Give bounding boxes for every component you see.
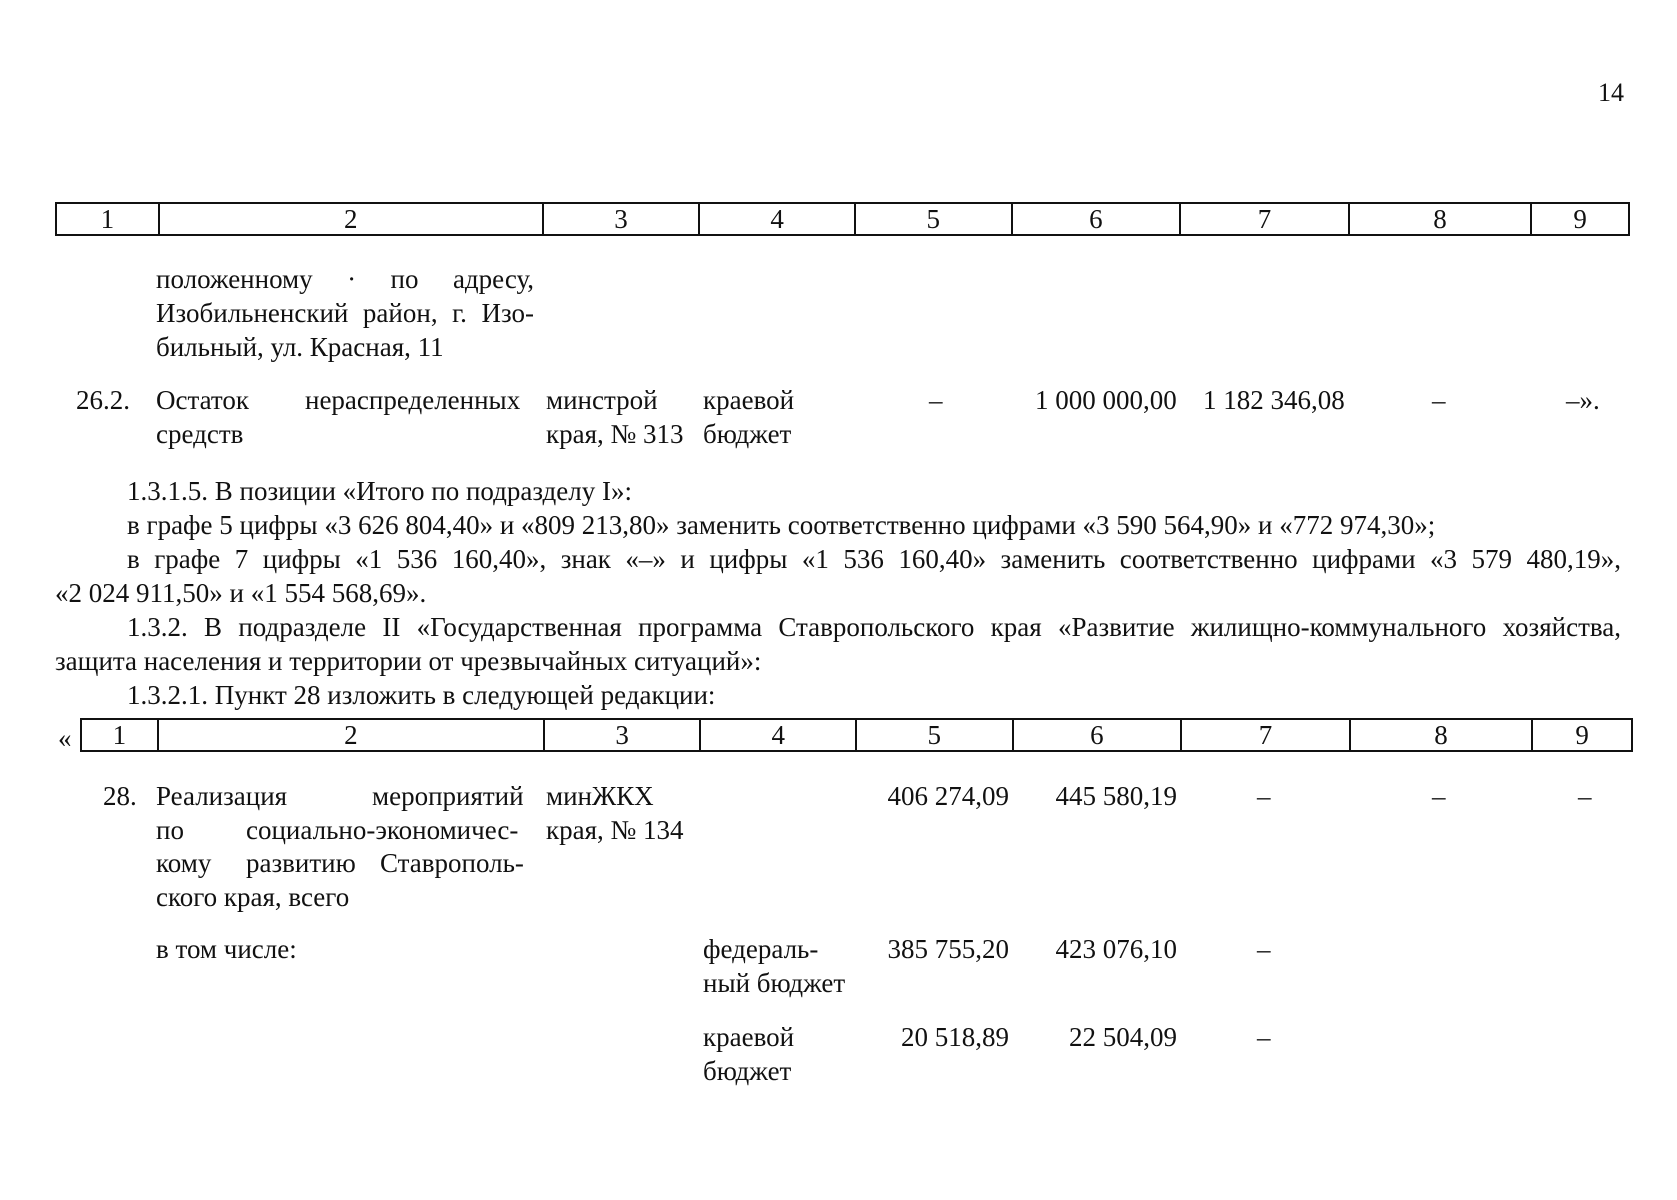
row-28-col9: – (1578, 781, 1592, 811)
regional-budget-col6: 22 504,09 (1069, 1022, 1177, 1052)
regional-budget-col7: – (1257, 1022, 1271, 1052)
row-28-including-label: в том числе: (156, 934, 297, 964)
row-26-2-name-a: Остаток (156, 385, 249, 415)
header-col-2: 2 (158, 204, 542, 234)
para-4-line-1: 1.3.2. В подразделе II «Государственная программа Ставропольского края «Развитие жилищно-коммунального хозяйства, (127, 612, 1621, 642)
header2-col-5: 5 (855, 720, 1012, 750)
row-26-2-source-2: бюджет (703, 419, 792, 449)
header2-col-4: 4 (699, 720, 855, 750)
continued-line-2: Изобильненский район, г. Изо- (156, 298, 534, 328)
header2-col-9: 9 (1531, 720, 1631, 750)
row-28-name-4: ского края, всего (156, 882, 350, 912)
federal-budget-label-2: ный бюджет (703, 968, 846, 998)
page-number: 14 (1598, 78, 1624, 107)
header-col-6: 6 (1011, 204, 1180, 234)
regional-budget-label-1: краевой (703, 1022, 795, 1052)
regional-budget-label-2: бюджет (703, 1056, 792, 1086)
para-3-line-2: «2 024 911,50» и «1 554 568,69». (55, 578, 427, 608)
continued-line-3: бильный, ул. Красная, 11 (156, 332, 444, 362)
row-28-executor-1: минЖКХ (546, 781, 654, 811)
para-1: 1.3.1.5. В позиции «Итого по подразделу I»: (127, 476, 632, 506)
row-26-2-col7: 1 182 346,08 (1203, 385, 1345, 415)
row-26-2-name-b: нераспределенных (305, 385, 521, 415)
federal-budget-col5: 385 755,20 (887, 934, 1009, 964)
header2-col-6: 6 (1012, 720, 1181, 750)
regional-budget-col5: 20 518,89 (901, 1022, 1009, 1052)
header-col-9: 9 (1530, 204, 1628, 234)
row-26-2-name-c: средств (156, 419, 244, 449)
row-28-name-3c: Ставрополь- (380, 848, 524, 878)
row-26-2-executor-2: края, № 313 (546, 419, 684, 449)
row-26-2-executor-1: минстрой (546, 385, 658, 415)
row-28-number: 28. (103, 781, 137, 811)
header-col-3: 3 (542, 204, 699, 234)
row-26-2-source-1: краевой (703, 385, 795, 415)
para-3-line-1: в графе 7 цифры «1 536 160,40», знак «–» и цифры «1 536 160,40» заменить соответственно цифрами «3 579 480,19», (127, 544, 1621, 574)
header2-col-2: 2 (157, 720, 543, 750)
opening-quote: « (58, 723, 72, 753)
row-26-2-number: 26.2. (76, 385, 130, 415)
row-28-name-1b: мероприятий (372, 781, 524, 811)
header-col-5: 5 (854, 204, 1011, 234)
row-28-name-2b: социально-экономичес- (246, 815, 519, 845)
header2-col-8: 8 (1349, 720, 1532, 750)
row-28-col8: – (1432, 781, 1446, 811)
header-col-7: 7 (1179, 204, 1348, 234)
row-26-2-col5: – (929, 385, 943, 415)
continued-address-cell (156, 262, 534, 364)
federal-budget-label-1: федераль- (703, 934, 819, 964)
row-26-2-col9: –». (1566, 385, 1600, 415)
federal-budget-col6: 423 076,10 (1055, 934, 1177, 964)
header2-col-1: 1 (112, 720, 127, 750)
table-header-2 (80, 718, 1633, 752)
continued-line-1: положенному · по адресу, (156, 264, 534, 294)
row-28-name-3b: развитию (246, 848, 356, 878)
header-col-1: 1 (100, 204, 115, 234)
row-28-col6: 445 580,19 (1055, 781, 1177, 811)
row-28-name-2a: по (156, 815, 184, 845)
row-28-col5: 406 274,09 (887, 781, 1009, 811)
header-col-8: 8 (1348, 204, 1531, 234)
amendment-text (55, 474, 1621, 712)
para-4-line-2: защита населения и территории от чрезвычайных ситуаций»: (55, 646, 762, 676)
row-28-name-1a: Реализация (156, 781, 288, 811)
header-col-4: 4 (698, 204, 854, 234)
row-28-col7: – (1257, 781, 1271, 811)
para-5: 1.3.2.1. Пункт 28 изложить в следующей редакции: (127, 680, 716, 710)
row-26-2-col8: – (1432, 385, 1446, 415)
row-28-name-3a: кому (156, 848, 212, 878)
row-28-executor-2: края, № 134 (546, 815, 684, 845)
para-2: в графе 5 цифры «3 626 804,40» и «809 213,80» заменить соответственно цифрами «3 590 564,90» и «772 974,30»; (127, 510, 1436, 540)
federal-budget-col7: – (1257, 934, 1271, 964)
row-26-2-col6: 1 000 000,00 (1035, 385, 1177, 415)
header2-col-7: 7 (1180, 720, 1349, 750)
header2-col-3: 3 (543, 720, 700, 750)
table-header-1 (55, 202, 1630, 236)
